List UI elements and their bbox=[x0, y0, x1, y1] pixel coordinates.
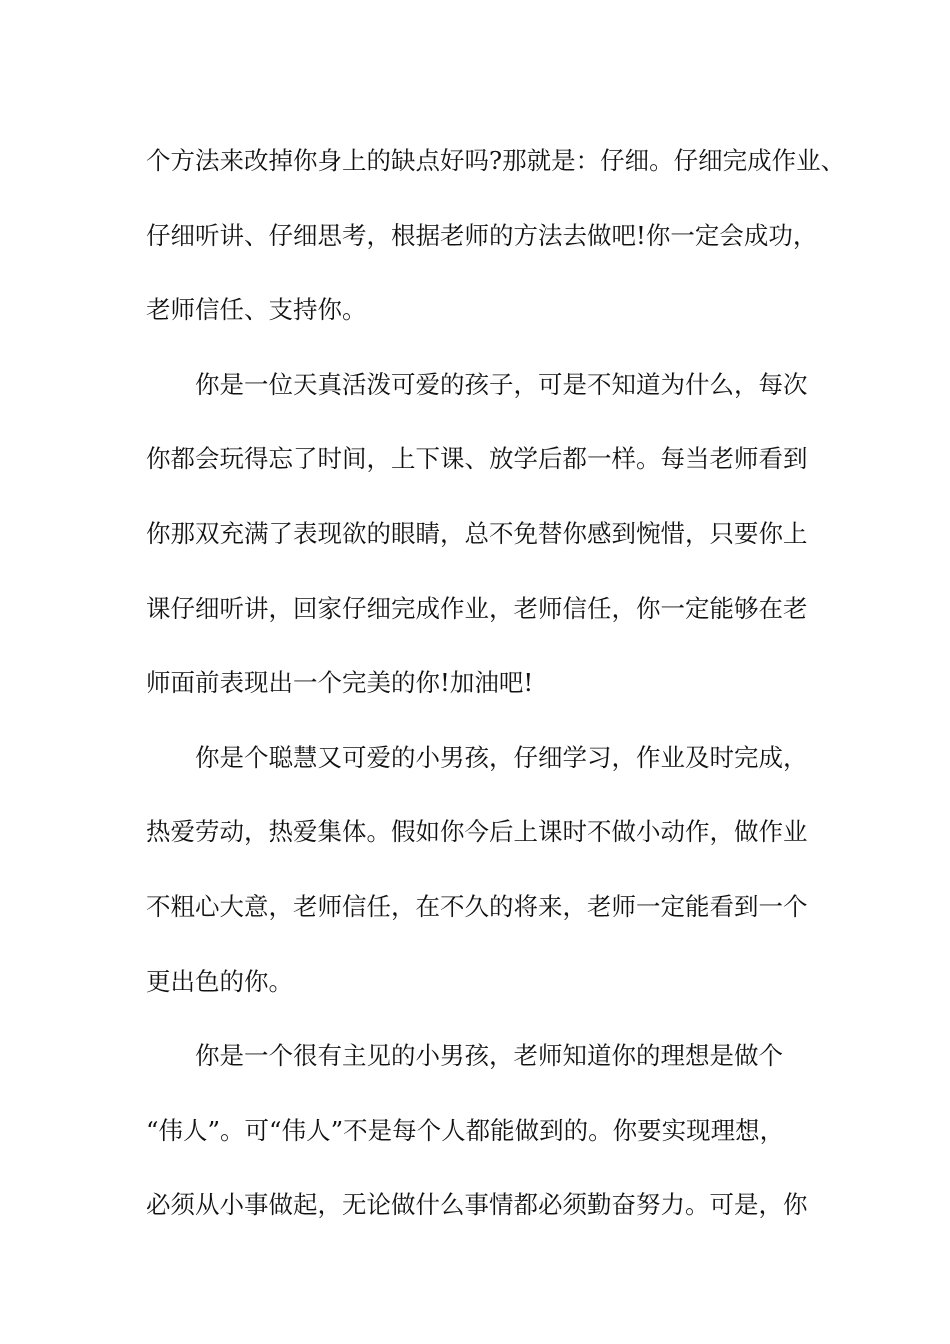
text-line: 个方法来改掉你身上的缺点好吗?那就是：仔细。仔细完成作业、 bbox=[146, 146, 846, 175]
text-line: 你都会玩得忘了时间，上下课、放学后都一样。每当老师看到 bbox=[146, 444, 808, 474]
paragraph-first-line: 你是一个很有主见的小男孩，老师知道你的理想是做个 bbox=[195, 1041, 783, 1071]
text-line: 必须从小事做起，无论做什么事情都必须勤奋努力。可是，你 bbox=[146, 1190, 808, 1220]
text-line: “伟人”。可“伟人”不是每个人都能做到的。你要实现理想， bbox=[146, 1115, 785, 1145]
text-line: 老师信任、支持你。 bbox=[146, 295, 367, 325]
paragraph-first-line: 你是个聪慧又可爱的小男孩，仔细学习，作业及时完成， bbox=[195, 742, 808, 772]
text-line: 热爱劳动，热爱集体。假如你今后上课时不做小动作，做作业 bbox=[146, 817, 808, 847]
text-line: 不粗心大意，老师信任，在不久的将来，老师一定能看到一个 bbox=[146, 891, 808, 921]
text-line: 师面前表现出一个完美的你!加油吧! bbox=[146, 668, 534, 698]
text-line: 更出色的你。 bbox=[146, 966, 293, 996]
text-line: 课仔细听讲，回家仔细完成作业，老师信任，你一定能够在老 bbox=[146, 593, 808, 623]
paragraph-first-line: 你是一位天真活泼可爱的孩子，可是不知道为什么，每次 bbox=[195, 369, 808, 399]
text-line: 仔细听讲、仔细思考，根据老师的方法去做吧!你一定会成功， bbox=[146, 220, 818, 250]
body-text bbox=[146, 124, 846, 1243]
text-line: 你那双充满了表现欲的眼睛，总不免替你感到惋惜，只要你上 bbox=[146, 518, 808, 548]
